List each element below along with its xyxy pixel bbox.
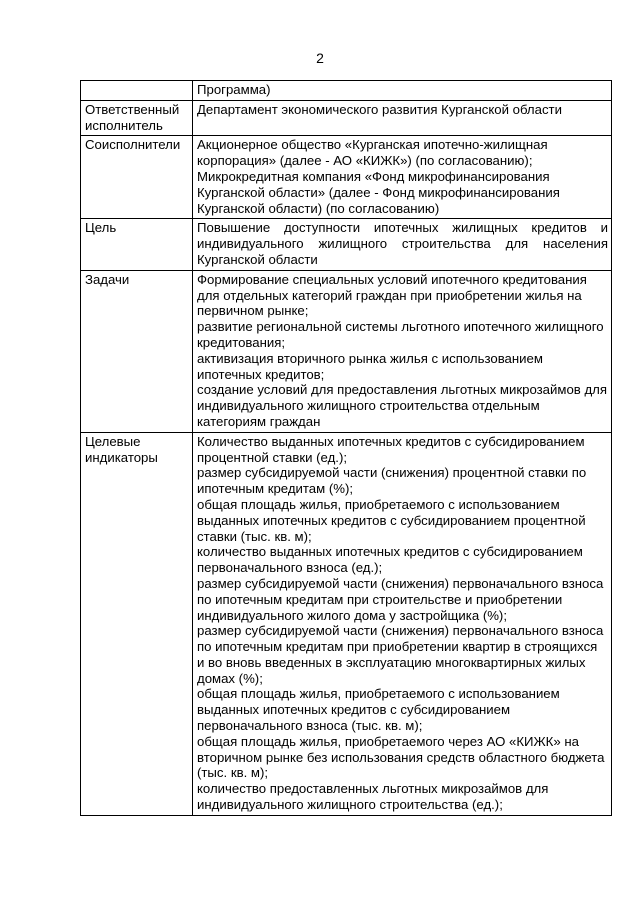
row-label: Целевые индикаторы: [81, 432, 193, 815]
row-text: общая площадь жилья, приобретаемого с использованием выданных ипотечных кредитов с субсидированием процентной ставки (тыс. кв. м);: [197, 496, 586, 544]
row-text: количество выданных ипотечных кредитов с субсидированием первоначального взноса (ед.);: [197, 544, 583, 576]
row-content: [193, 136, 612, 219]
row-label: Ответственный исполнитель: [81, 100, 193, 136]
row-label: Цель: [81, 219, 193, 270]
row-text: Микрокредитная компания «Фонд микрофинансирования Курганской области» (далее - Фонд микрофинансирования Курганской области) (по согласованию): [197, 168, 560, 216]
program-passport-table: [80, 80, 612, 816]
table-row: [81, 81, 612, 101]
row-text: Департамент экономического развития Курганской области: [197, 101, 562, 117]
row-text: общая площадь жилья, приобретаемого с использованием выданных ипотечных кредитов с субсидированием первоначального взноса (тыс. кв. м);: [197, 686, 560, 734]
row-content: [193, 219, 612, 270]
row-text: размер субсидируемой части (снижения) первоначального взноса по ипотечным кредитам при строительстве и приобретении индивидуального жилого дома у застройщика (%);: [197, 575, 604, 623]
row-text: Акционерное общество «Курганская ипотечно-жилищная корпорация» (далее - АО «КИЖК») (по согласованию);: [197, 137, 548, 169]
table-row: [81, 270, 612, 432]
row-label: [81, 81, 193, 101]
row-text: размер субсидируемой части (снижения) процентной ставки по ипотечным кредитам (%);: [197, 465, 587, 497]
table-row: [81, 219, 612, 270]
row-content: [193, 432, 612, 815]
row-text: Повышение доступности ипотечных жилищных кредитов и индивидуального жилищного строительства для населения Курганской области: [197, 220, 608, 267]
row-text: Формирование специальных условий ипотечного кредитования для отдельных категорий граждан при приобретении жилья на первичном рынке;: [197, 271, 587, 319]
table-row: [81, 432, 612, 815]
row-text: Программа): [197, 82, 271, 97]
row-text: количество предоставленных льготных микрозаймов для индивидуального жилищного строительства (ед.);: [197, 781, 549, 813]
page-number: 2: [316, 50, 324, 66]
row-text: размер субсидируемой части (снижения) первоначального взноса по ипотечным кредитам при приобретении квартир в строящихся и во вновь введенных в эксплуатацию многоквартирных жилых домах (%);: [197, 623, 604, 686]
row-label: Соисполнители: [81, 136, 193, 219]
row-text: общая площадь жилья, приобретаемого через АО «КИЖК» на вторичном рынке без использования средств областного бюджета (тыс. кв. м);: [197, 733, 605, 781]
row-label: Задачи: [81, 270, 193, 432]
table-row: [81, 100, 612, 136]
table-row: [81, 136, 612, 219]
row-content: [193, 270, 612, 432]
row-content: [193, 100, 612, 136]
row-text: развитие региональной системы льготного ипотечного жилищного кредитования;: [197, 319, 604, 350]
row-text: активизация вторичного рынка жилья с использованием ипотечных кредитов;: [197, 350, 543, 382]
row-content: [193, 81, 612, 101]
row-text: создание условий для предоставления льготных микрозаймов для индивидуального жилищного строительства отдельным категориям граждан: [197, 382, 607, 429]
row-text: Количество выданных ипотечных кредитов с субсидированием процентной ставки (ед.);: [197, 433, 585, 465]
